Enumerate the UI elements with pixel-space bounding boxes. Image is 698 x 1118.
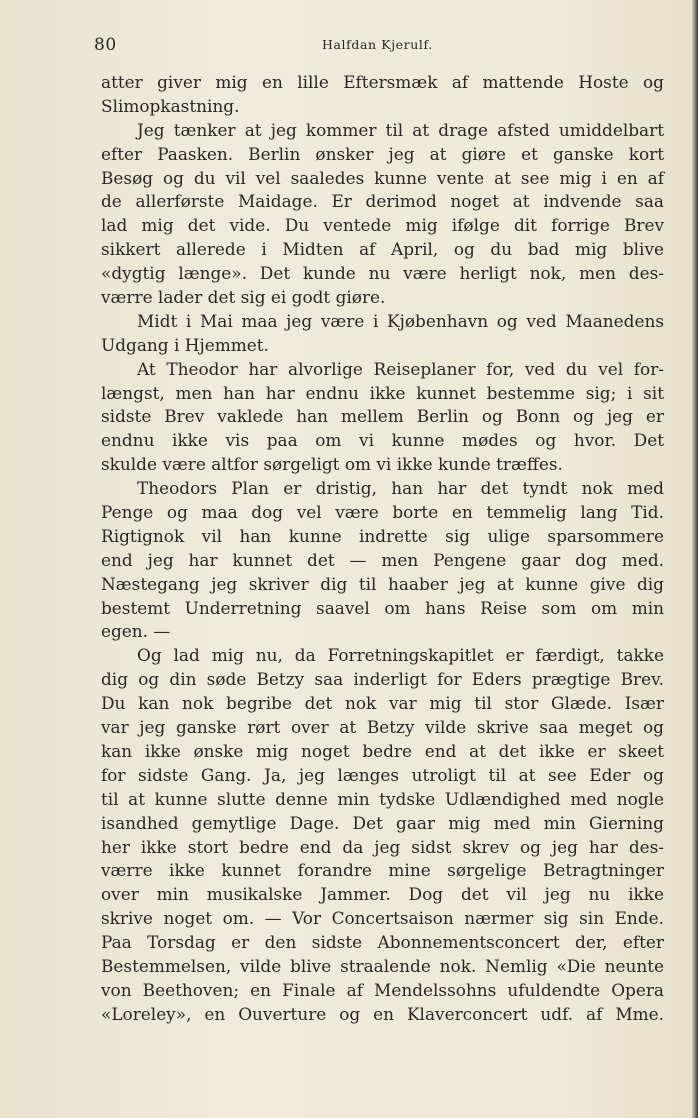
text-line: over min musikalske Jammer. Dog det vil jeg nu ikke	[101, 884, 664, 905]
text-line: Besøg og du vil vel saaledes kunne vente at see mig i en af	[101, 167, 664, 188]
text-line: endnu ikke vis paa om vi kunne mødes og hvor. Det	[101, 430, 664, 451]
text-line: Udgang i Hjemmet.	[101, 334, 269, 355]
running-head: Halfdan Kjerulf.	[322, 37, 433, 52]
text-line: Penge og maa dog vel være borte en temmelig lang Tid.	[101, 502, 664, 523]
text-line: Bestemmelsen, vilde blive straalende nok. Nemlig «Die neunte	[101, 955, 664, 976]
page-edge-shadow	[692, 0, 698, 1118]
text-line: dig og din søde Betzy saa inderligt for Eders prægtige Brev.	[101, 669, 664, 690]
text-line: isandhed gemytlige Dage. Det gaar mig med min Gierning	[101, 812, 664, 833]
text-line: At Theodor har alvorlige Reiseplaner for, ved du vel for-	[137, 358, 664, 379]
text-line: længst, men han har endnu ikke kunnet bestemme sig; i sit	[101, 382, 664, 403]
text-line: skulde være altfor sørgeligt om vi ikke kunde træffes.	[101, 454, 563, 475]
text-line: Slimopkastning.	[101, 95, 240, 116]
text-line: skrive noget om. — Vor Concertsaison nærmer sig sin Ende.	[101, 908, 664, 929]
text-line: for sidste Gang. Ja, jeg længes utroligt til at see Eder og	[101, 764, 664, 785]
text-line: sidste Brev vaklede han mellem Berlin og Bonn og jeg er	[101, 406, 664, 427]
text-line: Rigtignok vil han kunne indrette sig ulige sparsommere	[101, 525, 664, 546]
text-line: var jeg ganske rørt over at Betzy vilde skrive saa meget og	[101, 717, 664, 738]
page-number: 80	[94, 35, 117, 55]
text-line: atter giver mig en lille Eftersmæk af mattende Hoste og	[101, 72, 664, 92]
text-line: Jeg tænker at jeg kommer til at drage afsted umiddelbart	[137, 119, 664, 140]
text-line: efter Paasken. Berlin ønsker jeg at giøre et ganske kort	[101, 143, 664, 164]
text-line: her ikke stort bedre end da jeg sidst skrev og jeg har des-	[101, 836, 664, 857]
text-line: von Beethoven; en Finale af Mendelssohns ufuldendte Opera	[101, 979, 664, 1000]
text-line: bestemt Underretning saavel om hans Reise som om min	[101, 597, 664, 618]
text-line: Theodors Plan er dristig, han har det tyndt nok med	[137, 478, 664, 499]
text-line: egen. —	[101, 621, 171, 642]
text-line: Paa Torsdag er den sidste Abonnementsconcert der, efter	[101, 932, 664, 953]
text-line: Midt i Mai maa jeg være i Kjøbenhavn og ved Maanedens	[137, 310, 664, 331]
text-line: Og lad mig nu, da Forretningskapitlet er færdigt, takke	[137, 645, 664, 666]
text-line: værre lader det sig ei godt giøre.	[101, 287, 386, 308]
text-line: end jeg har kunnet det — men Pengene gaar dog med.	[101, 549, 664, 570]
page-header	[90, 30, 652, 60]
text-line: de allerførste Maidage. Er derimod noget at indvende saa	[101, 191, 664, 212]
letter-body	[101, 71, 664, 1027]
text-line: værre ikke kunnet forandre mine sørgelige Betragtninger	[101, 860, 664, 881]
text-line: sikkert allerede i Midten af April, og du bad mig blive	[101, 239, 664, 260]
text-line: lad mig det vide. Du ventede mig ifølge dit forrige Brev	[101, 215, 664, 236]
text-line: til at kunne slutte denne min tydske Udlændighed med nogle	[101, 788, 664, 809]
text-line: Du kan nok begribe det nok var mig til stor Glæde. Især	[101, 693, 664, 714]
text-line: «Loreley», en Ouverture og en Klaverconcert udf. af Mme.	[101, 1003, 664, 1024]
text-line: kan ikke ønske mig noget bedre end at det ikke er skeet	[101, 740, 664, 761]
text-line: «dygtig længe». Det kunde nu være herligt nok, men des-	[101, 263, 664, 284]
text-line: Næstegang jeg skriver dig til haaber jeg at kunne give dig	[101, 573, 664, 594]
